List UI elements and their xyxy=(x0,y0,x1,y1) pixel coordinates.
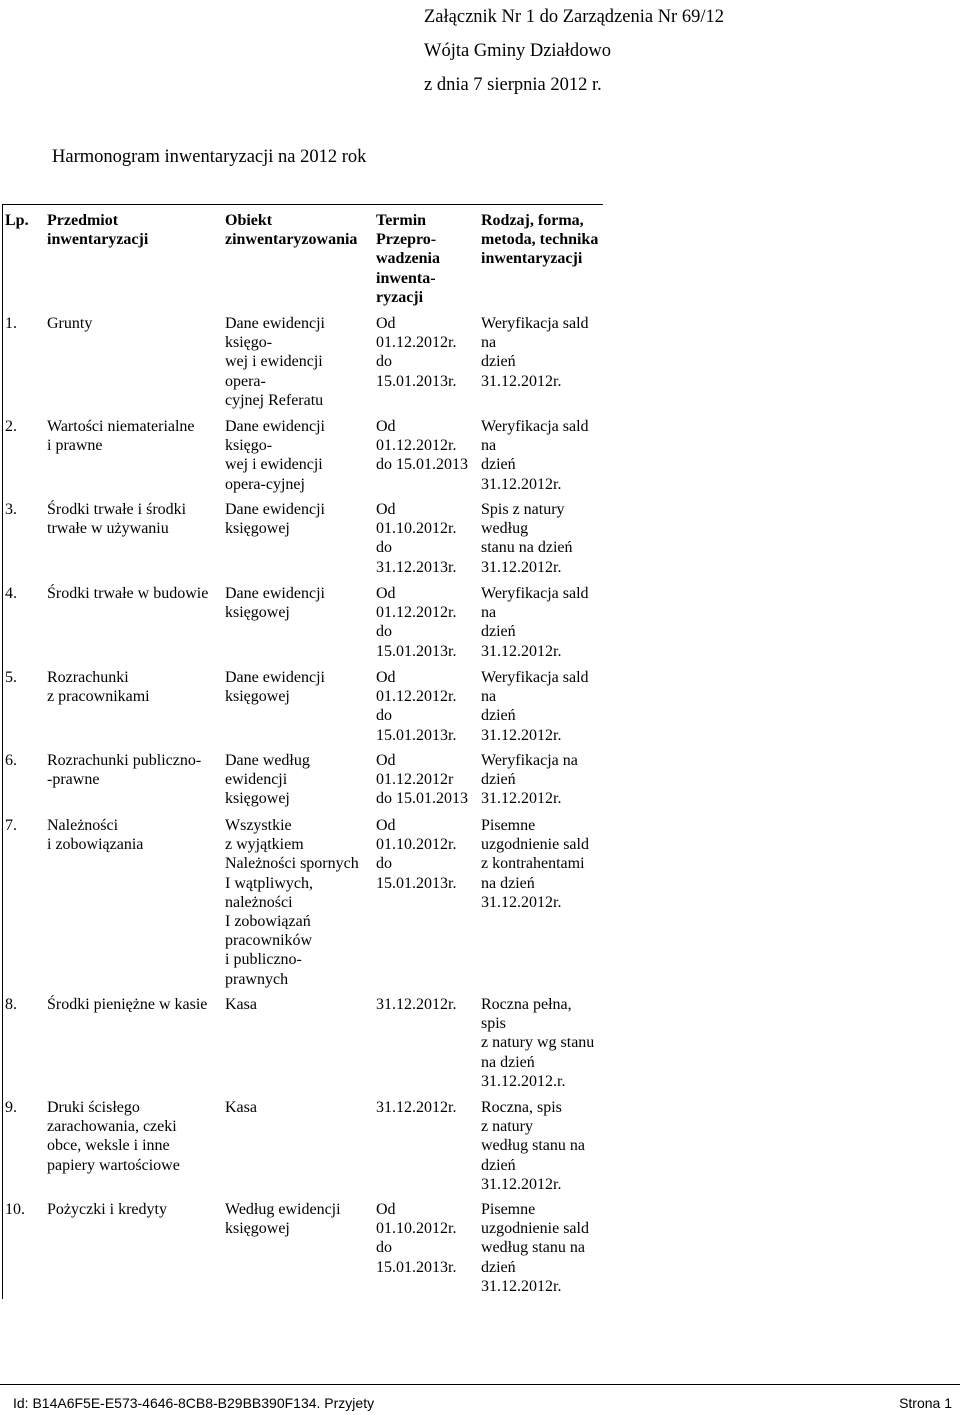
row-method-line: Weryfikacja sald xyxy=(481,585,589,602)
row-term-line: 01.12.2012r xyxy=(376,771,454,789)
row-method-line: 31.12.2012r. xyxy=(481,642,562,660)
row-subject-line: zarachowania, czeki xyxy=(47,1118,177,1136)
table-top-rule xyxy=(2,204,603,205)
row-method-line: dzień xyxy=(481,456,516,474)
row-method xyxy=(481,584,589,661)
row-term-line: 15.01.2013r. xyxy=(376,726,457,744)
row-method-line: spis xyxy=(481,1015,506,1033)
row-term-line: do 15.01.2013 xyxy=(376,790,468,808)
row-method-line: Roczna, spis xyxy=(481,1099,562,1116)
row-subject-line: Należności xyxy=(47,817,119,834)
row-object-line: i publiczno- xyxy=(225,951,302,969)
header-term-line: Przepro- xyxy=(376,231,437,249)
row-method-line: 31.12.2012r. xyxy=(481,558,562,576)
page-number: Strona 1 xyxy=(899,1395,952,1411)
row-method-line: Pisemne xyxy=(481,1201,536,1218)
row-term-line: 15.01.2013r. xyxy=(376,874,457,892)
row-object-line: księgowej xyxy=(225,520,290,538)
row-object-line: pracowników xyxy=(225,932,313,950)
header-term-line: inwenta- xyxy=(376,269,436,287)
header-method xyxy=(481,211,598,269)
document-title: Harmonogram inwentaryzacji na 2012 rok xyxy=(52,147,367,167)
header-object-line: zinwentaryzowania xyxy=(225,231,358,249)
row-subject-line: i zobowiązania xyxy=(47,836,144,854)
row-object xyxy=(225,500,325,538)
row-term-line: Od xyxy=(376,501,396,518)
row-term-line: do xyxy=(376,855,392,873)
row-method-line: dzień xyxy=(481,707,516,725)
row-method-line: 31.12.2012r. xyxy=(481,372,562,390)
row-object-line: Według ewidencji xyxy=(225,1201,341,1218)
row-subject-line: Rozrachunki publiczno- xyxy=(47,752,202,769)
row-object-line: księgowej xyxy=(225,1220,290,1238)
row-number: 10. xyxy=(5,1201,25,1218)
row-method-line: 31.12.2012r. xyxy=(481,893,562,911)
row-object xyxy=(225,584,325,622)
row-method-line: Roczna pełna, xyxy=(481,996,572,1013)
row-term-line: 01.10.2012r. xyxy=(376,520,457,538)
row-method-line: stanu na dzień xyxy=(481,539,573,557)
row-object-line: Wszystkie xyxy=(225,817,292,834)
row-object-line: wej i ewidencji xyxy=(225,456,323,474)
row-term xyxy=(376,417,468,475)
row-method xyxy=(481,668,589,745)
row-method xyxy=(481,314,589,391)
row-subject xyxy=(47,500,186,538)
row-method-line: z natury wg stanu xyxy=(481,1034,595,1052)
row-method-line: Weryfikacja sald xyxy=(481,418,589,435)
row-method xyxy=(481,1200,589,1296)
row-object-line: opera- xyxy=(225,372,266,390)
row-subject-line: Środki trwałe w budowie xyxy=(47,585,209,602)
row-method xyxy=(481,816,589,912)
row-subject xyxy=(47,816,143,854)
row-object-line: księgowej xyxy=(225,688,290,706)
header-lp xyxy=(5,211,29,230)
row-method-line: 31.12.2012r. xyxy=(481,1175,562,1193)
row-subject xyxy=(47,1200,167,1219)
row-object-line: wej i ewidencji xyxy=(225,353,323,371)
row-term xyxy=(376,1098,456,1117)
row-term-line: Od xyxy=(376,315,396,332)
row-term-line: 15.01.2013r. xyxy=(376,642,457,660)
row-subject xyxy=(47,314,92,333)
row-number: 4. xyxy=(5,585,17,602)
row-object xyxy=(225,751,310,809)
header-object-line: Obiekt xyxy=(225,212,273,229)
row-subject-line: papiery wartościowe xyxy=(47,1156,180,1174)
header-method-line: Rodzaj, forma, xyxy=(481,212,584,229)
row-object-line: z wyjątkiem xyxy=(225,836,304,854)
row-object-line: ewidencji xyxy=(225,771,288,789)
row-object-line: prawnych xyxy=(225,970,289,988)
row-subject-line: trwałe w używaniu xyxy=(47,520,169,538)
row-method-line: Weryfikacja sald xyxy=(481,315,589,332)
row-method-line: na dzień xyxy=(481,874,535,892)
row-method-line: na xyxy=(481,437,497,455)
row-term-line: 01.10.2012r. xyxy=(376,1220,457,1238)
row-method-line: z natury xyxy=(481,1118,533,1136)
row-object-line: Dane ewidencji xyxy=(225,315,325,332)
row-object-line: księgo- xyxy=(225,437,273,455)
row-method-line: 31.12.2012r. xyxy=(481,475,562,493)
row-number: 5. xyxy=(5,669,17,686)
row-number: 2. xyxy=(5,418,17,435)
row-method-line: dzień xyxy=(481,1258,516,1276)
row-object-line: opera-cyjnej xyxy=(225,475,305,493)
row-method-line: według xyxy=(481,520,529,538)
row-method-line: na dzień xyxy=(481,1053,535,1071)
row-method-line: Weryfikacja na xyxy=(481,752,578,769)
row-method-line: według stanu na xyxy=(481,1239,585,1257)
row-method-line: 31.12.2012r. xyxy=(481,1277,562,1295)
header-term-line: Termin xyxy=(376,212,427,229)
row-term xyxy=(376,816,456,893)
row-object xyxy=(225,668,325,706)
row-subject-line: Pożyczki i kredyty xyxy=(47,1201,167,1218)
row-term xyxy=(376,751,468,809)
row-object xyxy=(225,314,325,410)
header-line-1: Załącznik Nr 1 do Zarządzenia Nr 69/12 xyxy=(424,7,724,27)
row-method-line: uzgodnienie sald xyxy=(481,836,589,854)
header-subject xyxy=(47,211,148,249)
row-method xyxy=(481,995,594,1091)
row-subject xyxy=(47,751,201,789)
row-term-line: 01.10.2012r. xyxy=(376,836,457,854)
row-term-line: Od xyxy=(376,585,396,602)
row-object-line: I wątpliwych, xyxy=(225,874,313,892)
row-subject xyxy=(47,668,150,706)
document-id: Id: B14A6F5E-E573-4646-8CB8-B29BB390F134. Przyjety xyxy=(13,1395,375,1411)
row-object-line: Dane ewidencji xyxy=(225,501,325,518)
row-method-line: Spis z natury xyxy=(481,501,565,518)
header-subject-line: Przedmiot xyxy=(47,212,119,229)
row-term-line: Od xyxy=(376,418,396,435)
row-object-line: Dane według xyxy=(225,752,310,769)
row-subject xyxy=(47,995,207,1014)
table-left-border xyxy=(2,204,3,1299)
row-number: 9. xyxy=(5,1099,17,1116)
row-object-line: Kasa xyxy=(225,1099,257,1116)
row-object-line: Dane ewidencji xyxy=(225,669,325,686)
row-object-line: Dane ewidencji xyxy=(225,418,325,435)
row-subject xyxy=(47,584,208,603)
header-term-line: wadzenia xyxy=(376,250,440,268)
row-object-line: Dane ewidencji xyxy=(225,585,325,602)
row-subject-line: Rozrachunki xyxy=(47,669,129,686)
row-object-line: należności xyxy=(225,893,293,911)
row-term-line: do xyxy=(376,1239,392,1257)
row-method-line: Pisemne xyxy=(481,817,536,834)
row-term-line: 31.12.2013r. xyxy=(376,558,457,576)
row-number: 6. xyxy=(5,752,17,769)
row-subject-line: i prawne xyxy=(47,437,103,455)
row-object-line: Należności spornych xyxy=(225,855,359,873)
row-subject xyxy=(47,1098,180,1175)
row-number: 7. xyxy=(5,817,17,834)
row-term-line: 01.12.2012r. xyxy=(376,334,457,352)
row-method-line: na xyxy=(481,334,497,352)
row-term-line: 31.12.2012r. xyxy=(376,996,457,1013)
header-term-line: ryzacji xyxy=(376,288,424,306)
row-term-line: 01.12.2012r. xyxy=(376,437,457,455)
row-object-line: księgo- xyxy=(225,334,273,352)
row-term-line: do xyxy=(376,353,392,371)
row-term-line: 31.12.2012r. xyxy=(376,1099,457,1116)
row-method-line: 31.12.2012r. xyxy=(481,726,562,744)
row-object xyxy=(225,1098,257,1117)
row-term-line: do 15.01.2013 xyxy=(376,456,468,474)
row-term-line: Od xyxy=(376,817,396,834)
row-object-line: księgowej xyxy=(225,790,290,808)
row-method-line: na xyxy=(481,604,497,622)
row-term xyxy=(376,314,456,391)
row-object-line: I zobowiązań xyxy=(225,913,311,931)
row-object xyxy=(225,995,257,1014)
row-term xyxy=(376,668,456,745)
row-subject-line: Wartości niematerialne xyxy=(47,418,195,435)
row-number: 8. xyxy=(5,996,17,1013)
row-term-line: do xyxy=(376,539,392,557)
row-subject-line: Środki trwałe i środki xyxy=(47,501,187,518)
header-method-line: inwentaryzacji xyxy=(481,250,583,268)
attachment-header xyxy=(424,0,724,102)
row-term-line: 15.01.2013r. xyxy=(376,372,457,390)
row-term-line: 01.12.2012r. xyxy=(376,688,457,706)
row-subject xyxy=(47,417,195,455)
header-method-line: metoda, technika xyxy=(481,231,599,249)
row-method-line: 31.12.2012r. xyxy=(481,790,562,808)
footer-divider xyxy=(0,1384,960,1385)
row-term xyxy=(376,995,456,1014)
header-line-2: Wójta Gminy Działdowo xyxy=(424,41,612,61)
row-term xyxy=(376,584,456,661)
row-object-line: cyjnej Referatu xyxy=(225,391,324,409)
row-method-line: z kontrahentami xyxy=(481,855,585,873)
row-number: 3. xyxy=(5,501,17,518)
row-method-line: uzgodnienie sald xyxy=(481,1220,589,1238)
row-method xyxy=(481,500,573,577)
row-term-line: do xyxy=(376,623,392,641)
row-method-line: Weryfikacja sald xyxy=(481,669,589,686)
header-term xyxy=(376,211,440,307)
row-object xyxy=(225,1200,341,1238)
row-subject-line: Druki ścisłego xyxy=(47,1099,140,1116)
row-object-line: księgowej xyxy=(225,604,290,622)
row-method-line: na xyxy=(481,688,497,706)
row-term-line: 01.12.2012r. xyxy=(376,604,457,622)
header-lp-line: Lp. xyxy=(5,212,29,229)
row-term-line: Od xyxy=(376,669,396,686)
row-term xyxy=(376,500,456,577)
row-object xyxy=(225,417,325,494)
row-subject-line: z pracownikami xyxy=(47,688,150,706)
header-object xyxy=(225,211,357,249)
row-method-line: dzień xyxy=(481,623,516,641)
row-term-line: Od xyxy=(376,1201,396,1218)
header-line-3: z dnia 7 sierpnia 2012 r. xyxy=(424,75,602,95)
row-method xyxy=(481,1098,585,1194)
row-term xyxy=(376,1200,456,1277)
row-term-line: do xyxy=(376,707,392,725)
header-subject-line: inwentaryzacji xyxy=(47,231,149,249)
row-method xyxy=(481,751,578,809)
row-number: 1. xyxy=(5,315,17,332)
row-term-line: 15.01.2013r. xyxy=(376,1258,457,1276)
row-subject-line: -prawne xyxy=(47,771,100,789)
row-method-line: dzień xyxy=(481,771,516,789)
row-method-line: według stanu na xyxy=(481,1137,585,1155)
row-method-line: dzień xyxy=(481,353,516,371)
row-object xyxy=(225,816,359,989)
row-method xyxy=(481,417,589,494)
row-object-line: Kasa xyxy=(225,996,257,1013)
row-term-line: Od xyxy=(376,752,396,769)
row-subject-line: Grunty xyxy=(47,315,93,332)
row-method-line: dzień xyxy=(481,1156,516,1174)
row-subject-line: Środki pieniężne w kasie xyxy=(47,996,208,1013)
row-subject-line: obce, weksle i inne xyxy=(47,1137,170,1155)
row-method-line: 31.12.2012.r. xyxy=(481,1072,566,1090)
